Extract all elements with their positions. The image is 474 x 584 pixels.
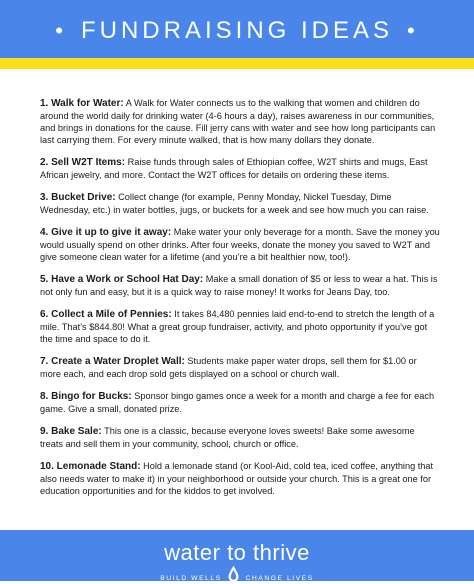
idea-heading: 5. Have a Work or School Hat Day: bbox=[40, 274, 204, 285]
header-yellow-rule bbox=[0, 58, 474, 69]
title-text: FUNDRAISING IDEAS bbox=[80, 17, 394, 44]
idea-item-9 bbox=[40, 425, 440, 450]
brand-tagline bbox=[0, 565, 474, 584]
idea-item-5 bbox=[40, 273, 440, 298]
idea-item-6 bbox=[40, 308, 440, 345]
tagline-right: CHANGE LIVES bbox=[245, 575, 314, 582]
brand-logo bbox=[0, 541, 474, 584]
tagline-left: BUILD WELLS bbox=[160, 575, 222, 582]
idea-text: A Walk for Water connects us to the walking that women and children do around the world daily for drinking water (4-6 hours a day), raises awareness in our communities, and brings in donations for the cause. Fill jerry cans with water and see how long participants can last carrying them. For every minute walked, that is how many dollars they donate. bbox=[40, 98, 436, 145]
idea-text: Make water your only beverage for a month. Save the money you would usually spend on other drinks. After four weeks, donate the money you saved to W2T and give someone clean water for a lifetime (and you’re a bit healthier now, too!). bbox=[40, 227, 440, 262]
idea-item-8 bbox=[40, 390, 440, 415]
idea-text: This one is a classic, because everyone loves sweets! Bake some awesome treats and sell them in your community, school, church or office. bbox=[40, 426, 415, 449]
idea-text: Sponsor bingo games once a week for a month and charge a fee for each game. Give a small, donated prize. bbox=[40, 391, 435, 414]
idea-heading: 1. Walk for Water: bbox=[40, 98, 124, 109]
idea-text: Hold a lemonade stand (or Kool-Aid, cold tea, iced coffee, anything that also needs water to make it) in your neighborhood or outside your church. This is a great one for education opportunities and for the kiddos to get involved. bbox=[40, 461, 434, 496]
idea-heading: 7. Create a Water Droplet Wall: bbox=[40, 356, 185, 367]
idea-item-4 bbox=[40, 226, 440, 263]
idea-heading: 6. Collect a Mile of Pennies: bbox=[40, 309, 172, 320]
brand-name bbox=[0, 541, 474, 565]
idea-text: Students make paper water drops, sell them for $1.00 or more each, and each drop sold gets displayed on a school or church wall. bbox=[40, 356, 417, 379]
ideas-list bbox=[40, 97, 440, 507]
brand-word-thrive: thrive bbox=[253, 540, 310, 565]
idea-text: Raise funds through sales of Ethiopian coffee, W2T shirts and mugs, East African jewelry, and more. Contact the W2T offices for details on ordering these items. bbox=[40, 157, 428, 180]
idea-text: Make a small donation of $5 or less to wear a hat. This is not only fun and easy, but it is a quick way to raise money! It works for Jeans Day, too. bbox=[40, 274, 438, 297]
title-dot-right: • bbox=[407, 18, 419, 43]
brand-word-to: to bbox=[227, 540, 247, 565]
idea-item-7 bbox=[40, 355, 440, 380]
idea-heading: 3. Bucket Drive: bbox=[40, 192, 116, 203]
idea-text: Collect change (for example, Penny Monday, Nickel Tuesday, Dime Wednesday, etc.) in water bottles, jugs, or buckets for a week and see how much you can raise. bbox=[40, 192, 429, 215]
idea-item-3 bbox=[40, 191, 440, 216]
brand-word-water: water bbox=[164, 540, 221, 565]
idea-text: It takes 84,480 pennies laid end-to-end to stretch the length of a mile. That’s $844.80! What a great group fundraiser, activity, and photo opportunity if you’ve got the time and space to do it. bbox=[40, 309, 435, 344]
title-dot-left: • bbox=[55, 18, 67, 43]
idea-heading: 2. Sell W2T Items: bbox=[40, 157, 126, 168]
idea-item-10 bbox=[40, 460, 440, 497]
idea-item-1 bbox=[40, 97, 440, 146]
water-drop-icon bbox=[227, 565, 240, 584]
idea-heading: 8. Bingo for Bucks: bbox=[40, 391, 132, 402]
idea-item-2 bbox=[40, 156, 440, 181]
idea-heading: 9. Bake Sale: bbox=[40, 426, 102, 437]
page-title bbox=[0, 14, 474, 48]
idea-heading: 10. Lemonade Stand: bbox=[40, 461, 141, 472]
idea-heading: 4. Give it up to give it away: bbox=[40, 227, 172, 238]
